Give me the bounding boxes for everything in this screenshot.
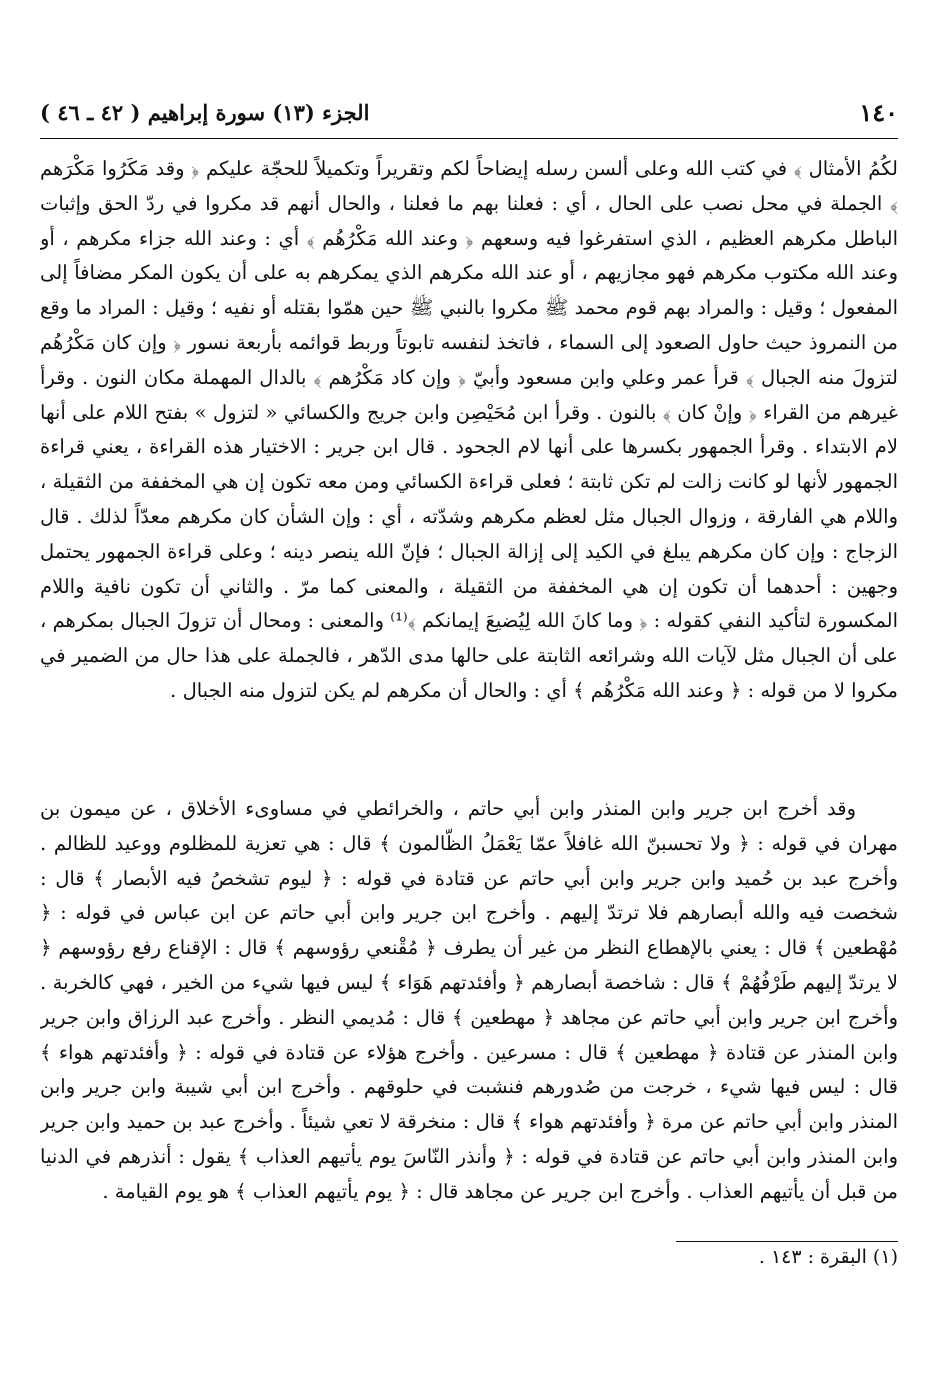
- running-head: الجزء (١٣) سورة إبراهيم ( ٤٢ ـ ٤٦ ): [40, 100, 370, 125]
- header-divider: [40, 138, 898, 139]
- footnote: (١) البقرة : ١٤٣ .: [758, 1246, 898, 1268]
- narrations-paragraph: وقد أخرج ابن جرير وابن المنذر وابن أبي حاتم ، والخرائطي في مساوىء الأخلاق ، عن ميمون بن مهران في قوله : ﴿ ولا تحسبنّ الله غافلاً عمّا يَعْمَلُ الظّالمون ﴾ قال : هي تعزية للمظلوم ووعيد للظالم . وأخرج عبد بن حُميد وابن جرير وابن أبي حاتم عن قتادة في قوله : ﴿ ليوم تشخصُ فيه الأبصار ﴾ قال : شخصت فيه والله أبصارهم فلا ترتدّ إليهم . وأخرج ابن جرير وابن أبي حاتم عن ابن عباس في قوله : ﴿ مُهْطعين ﴾ قال : يعني بالإهطاع النظر من غير أن يطرف ﴿ مُقْنعي رؤوسهم ﴾ قال : الإقناع رفع رؤوسهم ﴿ لا يرتدّ إليهم طَرْفُهُمْ ﴾ قال : شاخصة أبصارهم ﴿ وأفئدتهم هَوَاء ﴾ ليس فيها شيء من الخير ، فهي كالخربة . وأخرج ابن جرير وابن أبي حاتم عن مجاهد ﴿ مهطعين ﴾ قال : مُديمي النظر . وأخرج عبد الرزاق وابن جرير وابن المنذر عن قتادة ﴿ مهطعين ﴾ قال : مسرعين . وأخرج هؤلاء عن قتادة في قوله : ﴿ وأفئدتهم هواء ﴾ قال : ليس فيها شيء ، خرجت من صُدورهم فنشبت في حلوقهم . وأخرج ابن أبي شيبة وابن جرير وابن المنذر وابن أبي حاتم عن مرة ﴿ وأفئدتهم هواء ﴾ قال : منخرقة لا تعي شيئاً . وأخرج عبد بن حميد وابن جرير وابن المنذر وابن أبي حاتم عن قتادة في قوله : ﴿ وأنذر النّاسَ يوم يأتيهم العذاب ﴾ يقول : أنذرهم في الدنيا من قبل أن يأتيهم العذاب . وأخرج ابن جرير عن مجاهد قال : ﴿ يوم يأتيهم العذاب ﴾ هو يوم القيامة .: [40, 797, 898, 1203]
- page-body: [40, 152, 898, 1316]
- page-header: [40, 98, 898, 138]
- page-number: ١٤٠: [859, 98, 898, 127]
- commentary-paragraph: لكُمُ الأمثال ﴾ في كتب الله وعلى ألسن رسله إيضاحاً لكم وتقريراً وتكميلاً للحجّة عليكم ﴿ وقد مَكَرُوا مَكْرَهم ﴾ الجملة في محل نصب على الحال ، أي : فعلنا بهم ما فعلنا ، والحال أنهم قد مكروا في ردّ الحق وإثبات الباطل مكرهم العظيم ، الذي استفرغوا فيه وسعهم ﴿ وعند الله مَكْرُهُم ﴾ أي : وعند الله جزاء مكرهم ، أو وعند الله مكتوب مكرهم فهو مجازيهم ، أو عند الله مكرهم الذي يمكرهم به على أن يكون المكر مضافاً إلى المفعول ؛ وقيل : والمراد بهم قوم محمد ﷺ مكروا بالنبي ﷺ حين همّوا بقتله أو نفيه ؛ وقيل : المراد ما وقع من النمروذ حيث حاول الصعود إلى السماء ، فاتخذ لنفسه تابوتاً وربط قوائمه بأربعة نسور ﴿ وإن كان مَكْرُهُم لتزولَ منه الجبال ﴾ قرأ عمر وعلي وابن مسعود وأبيّ ﴿ وإن كاد مَكْرُهم ﴾ بالدال المهملة مكان النون . وقرأ غيرهم من القراء ﴿ وإنْ كان ﴾ بالنون . وقرأ ابن مُحَيْصِن وابن جريج والكسائي « لتزول » بفتح اللام على أنها لام الابتداء . وقرأ الجمهور بكسرها على أنها لام الجحود . قال ابن جرير : الاختيار هذه القراءة ، يعني قراءة الجمهور لأنها لو كانت زالت لم تكن ثابتة ؛ فعلى قراءة الكسائي ومن معه تكون إن هي المخففة من الثقيلة ، واللام هي الفارقة ، وزوال الجبال مثل لعظم مكرهم وشدّته ، أي : وإن الشأن كان مكرهم معدّاً لذلك . قال الزجاج : وإن كان مكرهم يبلغ في الكيد إلى إزالة الجبال ؛ فإنّ الله ينصر دينه ؛ وعلى قراءة الجمهور يحتمل وجهين : أحدهما أن تكون إن هي المخففة من الثقيلة ، والمعنى كما مرّ . والثاني أن تكون نافية واللام المكسورة لتأكيد النفي كقوله : ﴿ وما كانَ الله لِيُضيعَ إيمانكم ﴾⁽¹⁾ والمعنى : ومحال أن تزولَ الجبال بمكرهم ، على أن الجبال مثل لآيات الله وشرائعه الثابتة على حالها مدى الدّهر ، فالجملة على هذا حال من الضمير في مكروا لا من قوله : ﴿ وعند الله مَكْرُهُم ﴾ أي : والحال أن مكرهم لم يكن لتزول منه الجبال .: [40, 157, 898, 702]
- footnote-divider: [676, 1241, 898, 1242]
